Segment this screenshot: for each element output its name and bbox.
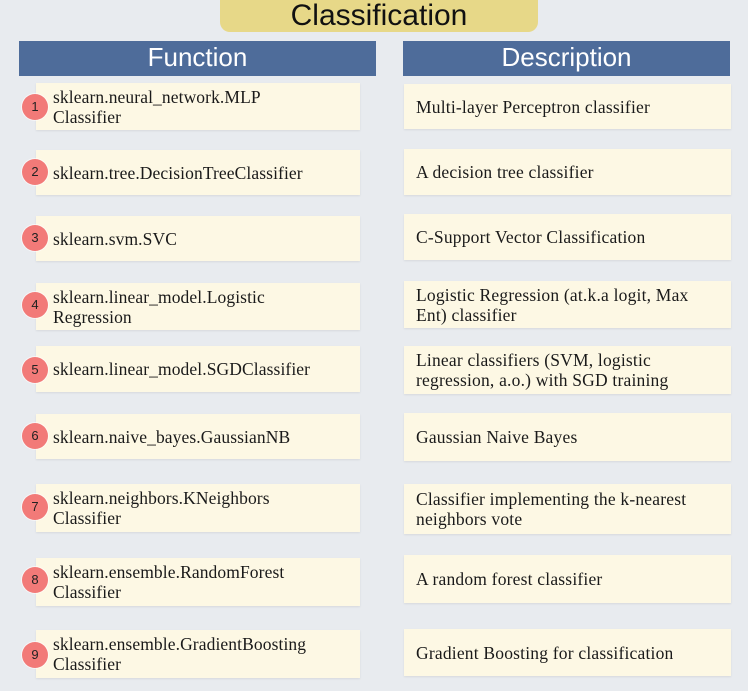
description-text: A decision tree classifier [416, 162, 594, 182]
function-name: sklearn.neighbors.KNeighbors Classifier [53, 488, 270, 528]
description-text: Gradient Boosting for classification [416, 642, 674, 663]
function-name: sklearn.tree.DecisionTreeClassifier [53, 162, 303, 183]
row-number-badge: 1 [22, 94, 48, 120]
function-name: sklearn.linear_model.SGDClassifier [53, 359, 311, 379]
page-title: Classification [220, 0, 538, 32]
description-cell [404, 214, 731, 260]
description-cell [404, 346, 731, 394]
function-cell [36, 216, 360, 261]
row-number-badge: 6 [22, 423, 48, 449]
description-text: Multi-layer Perceptron classifier [416, 96, 651, 117]
function-name: sklearn.svm.SVC [53, 228, 177, 249]
function-cell [36, 283, 360, 330]
function-column-header: Function [19, 41, 376, 76]
function-cell [36, 558, 360, 606]
description-cell [404, 84, 731, 129]
description-text: C-Support Vector Classification [416, 227, 646, 247]
description-text: Linear classifiers (SVM, logistic regression, a.o.) with SGD training [416, 350, 669, 390]
description-cell [404, 555, 731, 603]
description-text: Logistic Regression (at.k.a logit, Max Ent) classifier [416, 284, 689, 325]
description-cell [404, 413, 731, 461]
function-cell [36, 484, 360, 532]
description-cell [404, 484, 731, 534]
description-column-header: Description [403, 41, 730, 76]
function-cell [36, 630, 360, 678]
row-number-badge: 2 [22, 159, 48, 185]
function-name: sklearn.linear_model.Logistic Regression [53, 286, 265, 327]
row-number-badge: 3 [22, 225, 48, 251]
function-name: sklearn.ensemble.RandomForest Classifier [53, 562, 285, 602]
description-text: Gaussian Naive Bayes [416, 427, 578, 447]
description-text: A random forest classifier [416, 569, 603, 589]
description-cell [404, 281, 731, 328]
row-number-badge: 9 [22, 642, 48, 668]
function-name: sklearn.naive_bayes.GaussianNB [53, 426, 291, 447]
row-number-badge: 5 [22, 357, 48, 383]
row-number-badge: 4 [22, 292, 48, 318]
function-cell [36, 414, 360, 459]
function-name: sklearn.neural_network.MLP Classifier [53, 86, 261, 127]
function-cell [36, 346, 360, 392]
function-name: sklearn.ensemble.GradientBoosting Classifier [53, 634, 307, 674]
row-number-badge: 7 [22, 494, 48, 520]
description-text: Classifier implementing the k-nearest neighbors vote [416, 489, 687, 529]
description-cell [404, 149, 731, 195]
row-number-badge: 8 [22, 567, 48, 593]
function-cell [36, 150, 360, 195]
description-cell [404, 629, 731, 676]
function-cell [36, 83, 360, 130]
